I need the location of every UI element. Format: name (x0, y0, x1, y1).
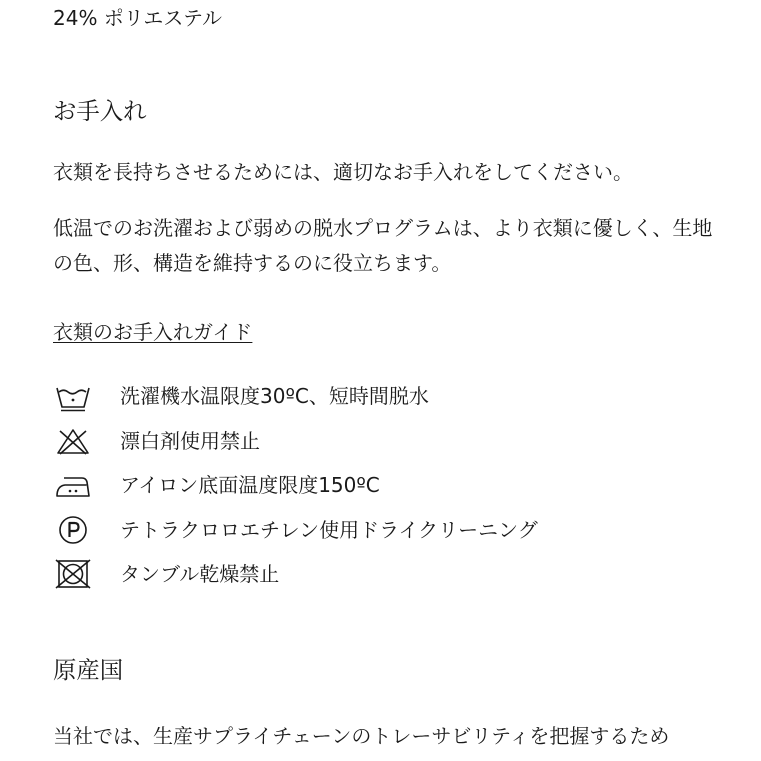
dry-clean-p-icon (53, 514, 93, 546)
care-item-dry-clean (53, 508, 538, 553)
care-item-iron (53, 463, 538, 508)
care-item-label: 洗濯機水温限度30ºC、短時間脱水 (120, 384, 429, 409)
care-item-label: 漂白剤使用禁止 (120, 428, 260, 453)
care-detail-text: 低温でのお洗濯および弱めの脱水プログラムは、より衣類に優しく、生地の色、形、構造を維持するのに役立ちます。 (53, 216, 713, 275)
care-guide-link[interactable]: 衣類のお手入れガイド (53, 320, 253, 344)
care-item-label: タンブル乾燥禁止 (120, 562, 280, 587)
care-item-tumble (53, 552, 538, 597)
care-item-wash (53, 374, 538, 419)
care-instructions-list (53, 374, 538, 597)
care-item-label: テトラクロロエチレン使用ドライクリーニング (120, 517, 538, 542)
origin-heading: 原産国 (53, 656, 124, 684)
no-tumble-dry-icon (53, 558, 93, 590)
iron-150-icon (53, 469, 93, 501)
care-item-label: アイロン底面温度限度150ºC (120, 473, 380, 498)
composition-line: 24% ポリエステル (53, 6, 223, 30)
care-heading: お手入れ (53, 97, 147, 125)
no-bleach-icon (53, 425, 93, 457)
origin-text: 当社では、生産サプライチェーンのトレーサビリティを把握するため (53, 724, 670, 748)
wash-30-icon (53, 380, 93, 412)
care-item-bleach (53, 419, 538, 464)
care-intro-text: 衣類を長持ちさせるためには、適切なお手入れをしてください。 (53, 160, 633, 184)
